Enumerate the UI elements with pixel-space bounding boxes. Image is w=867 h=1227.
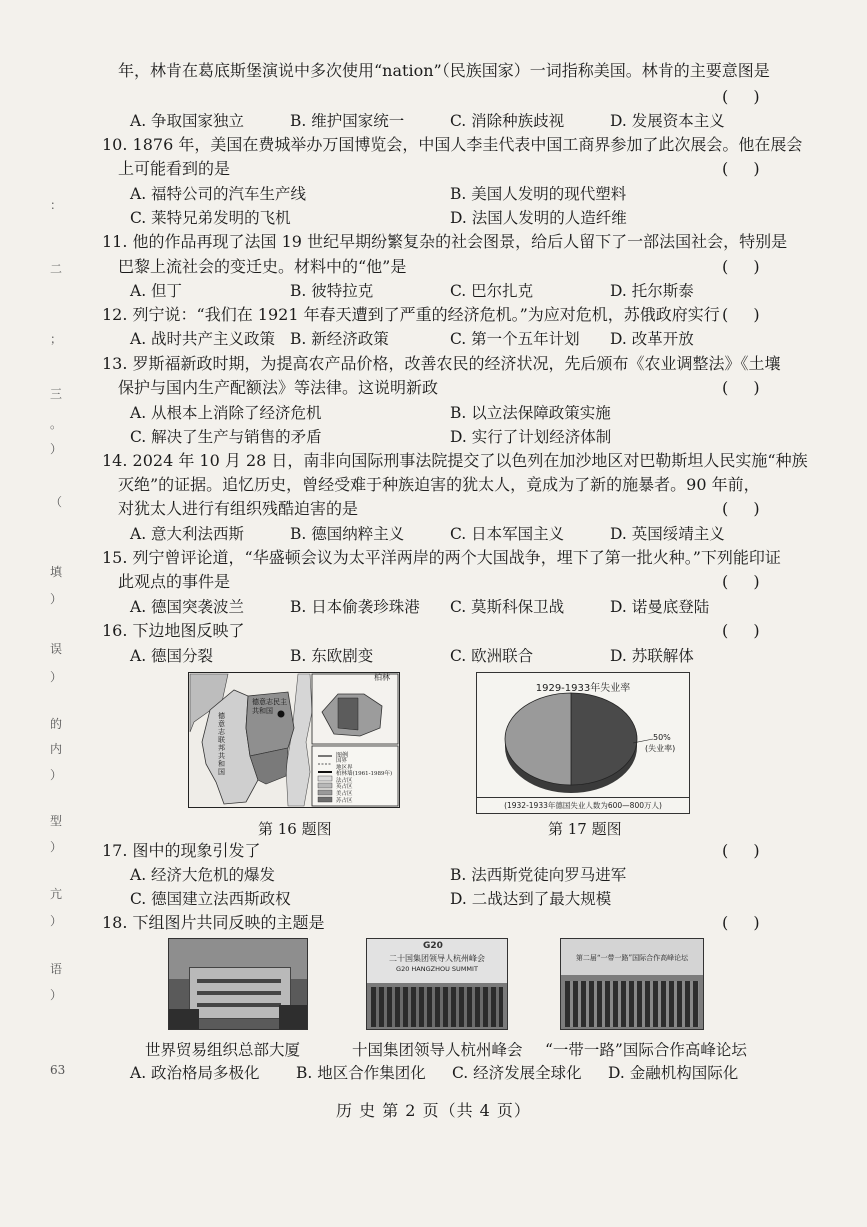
- q11-stem-line1: 11. 他的作品再现了法国 19 世纪早期纷繁复杂的社会图景，给后人留下了一部法国社会，特别是: [102, 232, 788, 251]
- q16-option-b[interactable]: B. 东欧剧变: [290, 647, 374, 665]
- legend-item: 英占区: [336, 784, 353, 791]
- margin-mark: ）: [50, 988, 63, 1002]
- q10-stem-line2: 上可能看到的是: [118, 159, 231, 178]
- margin-mark: ）: [50, 840, 63, 854]
- legend-item: 国界: [336, 758, 348, 764]
- q9-option-b[interactable]: B. 维护国家统一: [290, 112, 405, 130]
- photo-caption-wto: 世界贸易组织总部大厦: [145, 1041, 301, 1059]
- q15-answer-bracket[interactable]: ( ): [722, 572, 770, 591]
- map-label-gdr: 德意志民主共和国: [252, 698, 287, 715]
- photo-caption-forum: “一带一路”国际合作高峰论坛: [545, 1041, 747, 1059]
- margin-mark: ）: [50, 592, 63, 606]
- q10-option-b[interactable]: B. 美国人发明的现代塑料: [450, 185, 627, 203]
- margin-mark: 填: [50, 565, 63, 579]
- q15-stem-line1: 15. 列宁曾评论道，“华盛顿会议为太平洋两岸的两个大国战争，埋下了第一批火种。”下列能印证: [102, 548, 781, 567]
- q16-stem: 16. 下边地图反映了: [102, 621, 245, 640]
- q17-option-d[interactable]: D. 二战达到了最大规模: [450, 890, 612, 908]
- margin-mark: ；: [50, 332, 63, 346]
- q9-stem: 年，林肯在葛底斯堡演说中多次使用“nation”（民族国家）一词指称美国。林肯的主要意图是: [118, 61, 770, 80]
- q13-option-a[interactable]: A. 从根本上消除了经济危机: [130, 404, 322, 422]
- q16-option-c[interactable]: C. 欧洲联合: [450, 647, 534, 665]
- q18-option-a[interactable]: A. 政治格局多极化: [130, 1064, 260, 1082]
- q10-answer-bracket[interactable]: ( ): [722, 159, 770, 178]
- q14-stem-line1: 14. 2024 年 10 月 28 日，南非向国际刑事法院提交了以色列在加沙地区对巴勒斯坦人民实施“种族: [102, 451, 808, 470]
- q13-option-b[interactable]: B. 以立法保障政策实施: [450, 404, 611, 422]
- q13-stem-line1: 13. 罗斯福新政时期，为提高农产品价格，改善农民的经济状况，先后颁布《农业调整法》《土壤: [102, 354, 781, 373]
- q18-option-d[interactable]: D. 金融机构国际化: [608, 1064, 739, 1082]
- q13-option-c[interactable]: C. 解决了生产与销售的矛盾: [130, 428, 322, 446]
- q15-option-b[interactable]: B. 日本偷袭珍珠港: [290, 598, 420, 616]
- q11-answer-bracket[interactable]: ( ): [722, 257, 770, 276]
- q11-option-c[interactable]: C. 巴尔扎克: [450, 282, 534, 300]
- margin-mark: ：: [50, 198, 63, 212]
- margin-mark: 亢: [50, 887, 63, 901]
- margin-mark: 语: [50, 962, 63, 976]
- q18-option-c[interactable]: C. 经济发展全球化: [452, 1064, 582, 1082]
- photo-caption-g20: 十国集团领导人杭州峰会: [352, 1041, 523, 1059]
- q9-answer-bracket[interactable]: ( ): [722, 87, 770, 106]
- margin-mark: 。: [50, 417, 63, 431]
- q14-stem-line2: 灭绝”的证据。追忆历史，曾经受难于种族迫害的犹太人，竟成为了新的施暴者。90 年前，: [118, 475, 760, 494]
- q11-option-d[interactable]: D. 托尔斯泰: [610, 282, 694, 300]
- chart-title: 1929-1933年失业率: [535, 683, 631, 694]
- margin-mark: 内: [50, 742, 63, 756]
- margin-mark: 63: [50, 1063, 66, 1077]
- q11-option-a[interactable]: A. 但丁: [130, 282, 183, 300]
- q17-option-c[interactable]: C. 德国建立法西斯政权: [130, 890, 291, 908]
- q17-stem: 17. 图中的现象引发了: [102, 841, 261, 860]
- q10-option-a[interactable]: A. 福特公司的汽车生产线: [130, 185, 307, 203]
- q17-answer-bracket[interactable]: ( ): [722, 841, 770, 860]
- q14-option-c[interactable]: C. 日本军国主义: [450, 525, 565, 543]
- map-legend-title: 图例: [336, 752, 349, 759]
- g20-banner-en: G20 HANGZHOU SUMMIT: [396, 965, 478, 973]
- margin-mark: 误: [50, 642, 63, 656]
- q16-map-figure: [188, 672, 400, 808]
- q15-option-c[interactable]: C. 莫斯科保卫战: [450, 598, 565, 616]
- q16-answer-bracket[interactable]: ( ): [722, 621, 770, 640]
- pie-slice-sublabel: (失业率): [645, 744, 676, 753]
- q9-option-a[interactable]: A. 争取国家独立: [130, 112, 245, 130]
- q14-answer-bracket[interactable]: ( ): [722, 499, 770, 518]
- q17-figure-caption: 第 17 题图: [548, 820, 622, 838]
- q18-stem: 18. 下组图片共同反映的主题是: [102, 913, 325, 932]
- q12-stem: 12. 列宁说：“我们在 1921 年春天遭到了严重的经济危机。”为应对危机，苏俄政府实行: [102, 305, 720, 324]
- q14-option-b[interactable]: B. 德国纳粹主义: [290, 525, 405, 543]
- margin-mark: 型: [50, 814, 63, 828]
- legend-item: 法占区: [336, 777, 353, 784]
- margin-mark: 三: [50, 387, 63, 401]
- q9-option-d[interactable]: D. 发展资本主义: [610, 112, 725, 130]
- page-footer: 历 史 第 2 页（共 4 页）: [336, 1101, 531, 1120]
- margin-mark: 二: [50, 262, 63, 276]
- q16-option-a[interactable]: A. 德国分裂: [130, 647, 214, 665]
- q18-option-b[interactable]: B. 地区合作集团化: [296, 1064, 426, 1082]
- margin-mark: ）: [50, 442, 63, 456]
- q17-chart-figure: [476, 672, 690, 814]
- map-label-frg: 德意志联邦共和国: [218, 712, 225, 776]
- margin-mark: 的: [50, 717, 63, 731]
- q12-option-d[interactable]: D. 改革开放: [610, 330, 694, 348]
- margin-mark: ）: [50, 914, 63, 928]
- map-legend: [336, 758, 392, 804]
- chart-note: (1932-1933年德国失业人数为600—800万人): [477, 797, 689, 811]
- q18-answer-bracket[interactable]: ( ): [722, 913, 770, 932]
- q10-option-d[interactable]: D. 法国人发明的人造纤维: [450, 209, 627, 227]
- q15-option-d[interactable]: D. 诺曼底登陆: [610, 598, 710, 616]
- q14-stem-line3: 对犹太人进行有组织残酷迫害的是: [118, 499, 359, 518]
- belt-road-forum-photo: [560, 938, 704, 1030]
- g20-logo: G20: [423, 941, 443, 951]
- q17-option-b[interactable]: B. 法西斯党徒向罗马进军: [450, 866, 627, 884]
- q12-answer-bracket[interactable]: ( ): [722, 305, 770, 324]
- pie-slice-label: 50%: [653, 733, 671, 742]
- legend-item: 苏占区: [336, 797, 353, 804]
- q12-option-a[interactable]: A. 战时共产主义政策: [130, 330, 276, 348]
- q15-option-a[interactable]: A. 德国突袭波兰: [130, 598, 245, 616]
- q12-option-b[interactable]: B. 新经济政策: [290, 330, 389, 348]
- q14-option-a[interactable]: A. 意大利法西斯: [130, 525, 245, 543]
- q9-option-c[interactable]: C. 消除种族歧视: [450, 112, 565, 130]
- legend-item: 地区界: [336, 764, 353, 771]
- legend-item: 柏林墙(1961-1989年): [336, 771, 393, 778]
- g20-banner: 二十国集团领导人杭州峰会: [389, 954, 485, 963]
- q13-answer-bracket[interactable]: ( ): [722, 378, 770, 397]
- q10-option-c[interactable]: C. 莱特兄弟发明的飞机: [130, 209, 291, 227]
- q11-stem-line2: 巴黎上流社会的变迁史。材料中的“他”是: [118, 257, 407, 276]
- legend-item: 美占区: [336, 790, 353, 797]
- q16-option-d[interactable]: D. 苏联解体: [610, 647, 694, 665]
- q16-figure-caption: 第 16 题图: [258, 820, 332, 838]
- margin-mark: ）: [50, 768, 63, 782]
- wto-building-photo: [168, 938, 308, 1030]
- g20-summit-photo: [366, 938, 508, 1030]
- q13-option-d[interactable]: D. 实行了计划经济体制: [450, 428, 612, 446]
- q12-option-c[interactable]: C. 第一个五年计划: [450, 330, 580, 348]
- q15-stem-line2: 此观点的事件是: [118, 572, 231, 591]
- q13-stem-line2: 保护与国内生产配额法》等法律。这说明新政: [118, 378, 439, 397]
- margin-mark: （: [50, 495, 63, 509]
- q14-option-d[interactable]: D. 英国绥靖主义: [610, 525, 725, 543]
- map-label-berlin: 柏林: [374, 673, 390, 682]
- q10-stem-line1: 10. 1876 年，美国在费城举办万国博览会，中国人李圭代表中国工商界参加了此次展会。他在展会: [102, 135, 803, 154]
- margin-mark: ）: [50, 670, 63, 684]
- forum-banner: 第二届“一带一路”国际合作高峰论坛: [575, 954, 689, 962]
- q17-option-a[interactable]: A. 经济大危机的爆发: [130, 866, 276, 884]
- q11-option-b[interactable]: B. 彼特拉克: [290, 282, 374, 300]
